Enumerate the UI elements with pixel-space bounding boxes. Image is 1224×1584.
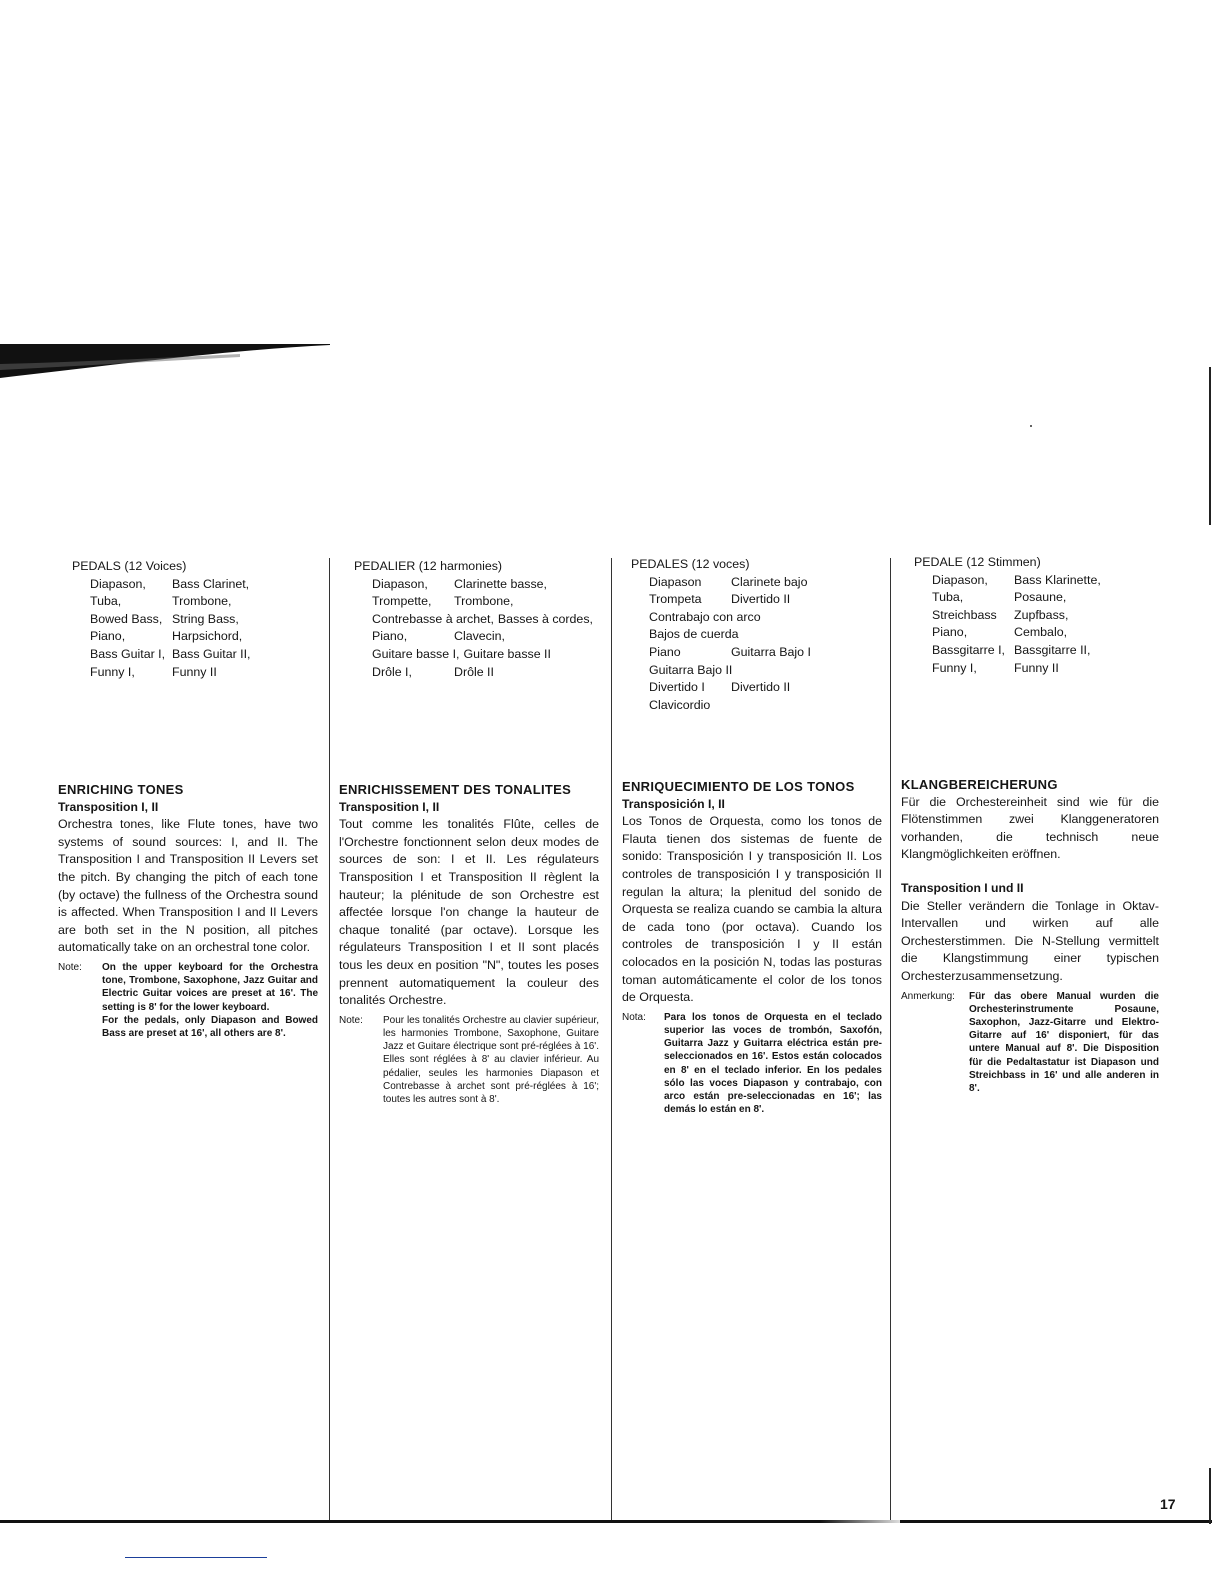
section-german <box>901 776 1159 1095</box>
note-text: On the upper keyboard for the Orchestra tone, Trombone, Saxophone, Jazz Guitar and Electric Guitar voices are preset at 16'. The setting is 8' for the lower keyboard. <box>102 961 318 1013</box>
pedal-voice-row <box>72 664 322 682</box>
pedal-voice: Funny II <box>172 664 217 679</box>
right-edge-rule-lower <box>1209 1468 1211 1524</box>
column-divider-3 <box>890 558 891 1520</box>
pedal-voice: Bass Guitar I, <box>90 646 166 661</box>
pedal-voice: Tuba, <box>932 590 964 605</box>
top-rule-scan-artifact <box>0 344 330 378</box>
pedal-voice: Harpsichord, <box>172 629 243 644</box>
pedal-voice: Diapason, <box>372 576 428 591</box>
pedal-voice-row <box>631 679 883 697</box>
pedal-voice: Clarinette basse, <box>454 576 547 591</box>
section-spanish <box>622 778 882 1116</box>
pedal-voice-row <box>631 697 883 715</box>
pedal-voice-row <box>914 607 1174 625</box>
bottom-rule-fade <box>820 1520 900 1523</box>
pedals-list-german <box>914 554 1174 677</box>
pedal-voice-row <box>631 644 883 662</box>
pedal-voice: Cembalo, <box>1014 625 1068 640</box>
pedals-list-spanish <box>631 556 883 714</box>
section-subheading: Transposition I, II <box>58 799 159 814</box>
note-label: Nota: <box>622 1011 646 1023</box>
pedal-voice: Bass Clarinet, <box>172 576 250 591</box>
pedal-voice-row <box>914 642 1174 660</box>
pedal-voice-row <box>631 609 883 627</box>
pedal-voice-row <box>914 589 1174 607</box>
section-note <box>58 961 318 1040</box>
section-body: Los Tonos de Orquesta, como los tonos de Flauta tienen dos sistemas de fuente de sonido: Transposición I y transposición II. Los controles de transposición I y transposición II regulan la altura; la plenitud del sonido de Orquesta se realiza cuando se cambia la altura de cada tono (por octava). Cuando los controles de transposición I y II están colocados en la posición N, todas las posturas toman automáticamente el color de los tonos de Orquesta. <box>622 814 882 1005</box>
pedal-voice-row <box>631 591 883 609</box>
pedal-voice: Bowed Bass, <box>90 611 163 626</box>
pedal-voice-row <box>914 660 1174 678</box>
pedal-voice: Clavecin, <box>454 629 505 644</box>
pedal-voice: Divertido II <box>731 592 791 607</box>
pedal-voice: Basses à cordes, <box>497 611 593 626</box>
pedal-voice-row <box>72 593 322 611</box>
pedal-voice-row <box>631 574 883 592</box>
pedal-voice-row <box>354 628 606 646</box>
pedal-voice: Zupfbass, <box>1014 607 1069 622</box>
section-note <box>339 1014 599 1106</box>
pedal-voice-row <box>354 664 606 682</box>
section-subheading: Transposition I, II <box>339 799 440 814</box>
pedal-voice-row <box>354 593 606 611</box>
pedal-voice: Contrebasse à archet, <box>372 611 494 626</box>
pedal-voice: Bassgitarre II, <box>1014 642 1091 657</box>
note-text-2: For the pedals, only Diapason and Bowed Bass are preset at 16', all others are 8'. <box>102 1014 318 1039</box>
section-body: Orchestra tones, like Flute tones, have two systems of sound sources: I, and II. The Transposition I and Transposition II Levers set the pitch. By changing the pitch of each tone (by octave) the fullness of the Orchestra sound is affected. When Transposition I and II Levers are both set in the N position, all pitches automatically take on an orchestral tone color. <box>58 817 318 955</box>
pedal-voice: Clavicordio <box>649 697 711 712</box>
pedal-voice-row <box>354 576 606 594</box>
section-note <box>901 990 1159 1096</box>
pedal-voice: Trompette, <box>372 594 432 609</box>
pedal-voice: Divertido II <box>731 680 791 695</box>
note-label: Anmerkung: <box>901 990 955 1002</box>
pedal-voice: Clarinete bajo <box>731 574 808 589</box>
pedal-voice: Tuba, <box>90 594 122 609</box>
note-text: Für das obere Manual wurden die Orchesterinstrumente Posaune, Saxophon, Jazz-Gitarre und Elektro-Gitarre auf 16' disponiert, für das untere Manual auf 8'. Die Disposition für die Pedaltastatur ist Diapason und Streichbass in 16' und alle anderen in 8'. <box>969 990 1159 1094</box>
pedal-voice-row <box>914 624 1174 642</box>
pedal-voice-row <box>72 611 322 629</box>
footer-link-underline <box>125 1557 267 1558</box>
pedal-voice: Contrabajo con arco <box>649 609 761 624</box>
section-subheading: Transposition I und II <box>901 880 1024 895</box>
pedal-voice-row <box>914 572 1174 590</box>
note-text: Para los tonos de Orquesta en el teclado superior las voces de trombón, Saxofón, Guitarra Jazz y Guitarra eléctrica están pre-seleccionados en 16'. Estos están colocados en 8' en el teclado inferior. En los pedales sólo las voces Diapason y contrabajo, con arco están pre-seleccionadas en 16'; las demás lo están en 8'. <box>664 1011 882 1116</box>
column-divider-2 <box>611 558 612 1520</box>
pedal-voice: Trompeta <box>649 592 702 607</box>
scan-dot <box>1030 425 1032 427</box>
bottom-rule <box>0 1520 1212 1523</box>
pedal-voice: Streichbass <box>932 607 997 622</box>
note-label: Note: <box>58 961 82 973</box>
pedal-voice: Bassgitarre I, <box>932 642 1005 657</box>
pedal-voice: Piano, <box>90 629 126 644</box>
column-divider-1 <box>329 558 330 1520</box>
pedal-voice: Bass Klarinette, <box>1014 572 1101 587</box>
right-edge-rule <box>1209 367 1211 525</box>
pedal-voice: Bajos de cuerda <box>649 627 739 642</box>
pedals-list-english <box>72 558 322 681</box>
section-heading: ENRIQUECIMIENTO DE LOS TONOS <box>622 779 855 794</box>
pedal-voice: Guitarra Bajo II <box>649 662 733 677</box>
pedal-voice: Piano, <box>932 625 968 640</box>
pedal-voice: Trombone, <box>172 594 232 609</box>
pedal-voice: Diapason <box>649 574 702 589</box>
section-body: Tout comme les tonalités Flûte, celles de l'Orchestre fonctionnent selon deux modes de sources de son: I et II. Les régulateurs Transposition I et Transposition II règlent la hauteur; la plénitude de son Orchestre est affectée lorsque l'on change la hauteur de chaque tonalité (par octave). Lorsque les régulateurs Transposition I et II sont placés tous les deux en position "N", toutes les poses prennent automatiquement la couleur des tonalités Orchestre. <box>339 817 599 1008</box>
pedals-title: PEDALES (12 voces) <box>631 557 750 571</box>
section-subheading: Transposición I, II <box>622 796 725 811</box>
section-french <box>339 781 599 1106</box>
pedal-voice-row <box>354 611 606 629</box>
pedal-voice-row <box>354 646 606 664</box>
note-text: Pour les tonalités Orchestre au clavier supérieur, les harmonies Trombone, Saxophone, Guitare Jazz et Guitare électrique sont pré-réglées à 16'. Elles sont réglées à 8' au clavier inférieur. Au pédalier, seules les harmonies Diapason et Contrebasse à archet sont pré-réglées à 16'; toutes les autres sont à 8'. <box>383 1014 599 1105</box>
pedal-voice: Guitarra Bajo I <box>731 644 811 659</box>
pedal-voice: Guitare basse I, <box>372 646 460 661</box>
pedal-voice: Bass Guitar II, <box>172 646 251 661</box>
pedal-voice: Funny II <box>1014 660 1059 675</box>
section-heading: ENRICHING TONES <box>58 782 184 797</box>
page-number: 17 <box>1160 1496 1176 1512</box>
pedal-voice: Diapason, <box>90 576 146 591</box>
pedal-voice: Posaune, <box>1014 590 1067 605</box>
pedal-voice-row <box>631 662 883 680</box>
pedals-list-french <box>354 558 606 681</box>
section-english <box>58 781 318 1040</box>
pedal-voice-row <box>631 626 883 644</box>
section-body: Die Steller verändern die Tonlage in Oktav-Intervallen und wirken auf alle Orchesterstimmen. Die N-Stellung vermittelt die Klangstimmung einer typischen Orchesterzusammensetzung. <box>901 898 1159 983</box>
pedal-voice: Guitare basse II <box>463 646 551 661</box>
pedal-voice-row <box>72 628 322 646</box>
pedals-title: PEDALS (12 Voices) <box>72 559 187 573</box>
section-note <box>622 1011 882 1117</box>
pedal-voice-row <box>72 646 322 664</box>
pedal-voice: Piano <box>649 644 681 659</box>
pedal-voice: Drôle I, <box>372 664 412 679</box>
pedal-voice-row <box>72 576 322 594</box>
pedal-voice: Drôle II <box>454 664 494 679</box>
pedals-title: PEDALIER (12 harmonies) <box>354 559 503 573</box>
section-heading: ENRICHISSEMENT DES TONALITES <box>339 782 572 797</box>
section-heading: KLANGBEREICHERUNG <box>901 777 1058 792</box>
pedal-voice: Divertido I <box>649 680 705 695</box>
note-label: Note: <box>339 1014 363 1026</box>
pedal-voice: Piano, <box>372 629 408 644</box>
pedal-voice: Diapason, <box>932 572 988 587</box>
pedal-voice: Funny I, <box>932 660 977 675</box>
pedal-voice: Trombone, <box>454 594 514 609</box>
section-intro: Für die Orchestereinheit sind wie für die Flötenstimmen zwei Klanggeneratoren vorhanden, die technisch neue Klangmöglichkeiten eröffnen. <box>901 794 1159 862</box>
pedal-voice: Funny I, <box>90 664 135 679</box>
pedals-title: PEDALE (12 Stimmen) <box>914 555 1041 569</box>
pedal-voice: String Bass, <box>172 611 239 626</box>
